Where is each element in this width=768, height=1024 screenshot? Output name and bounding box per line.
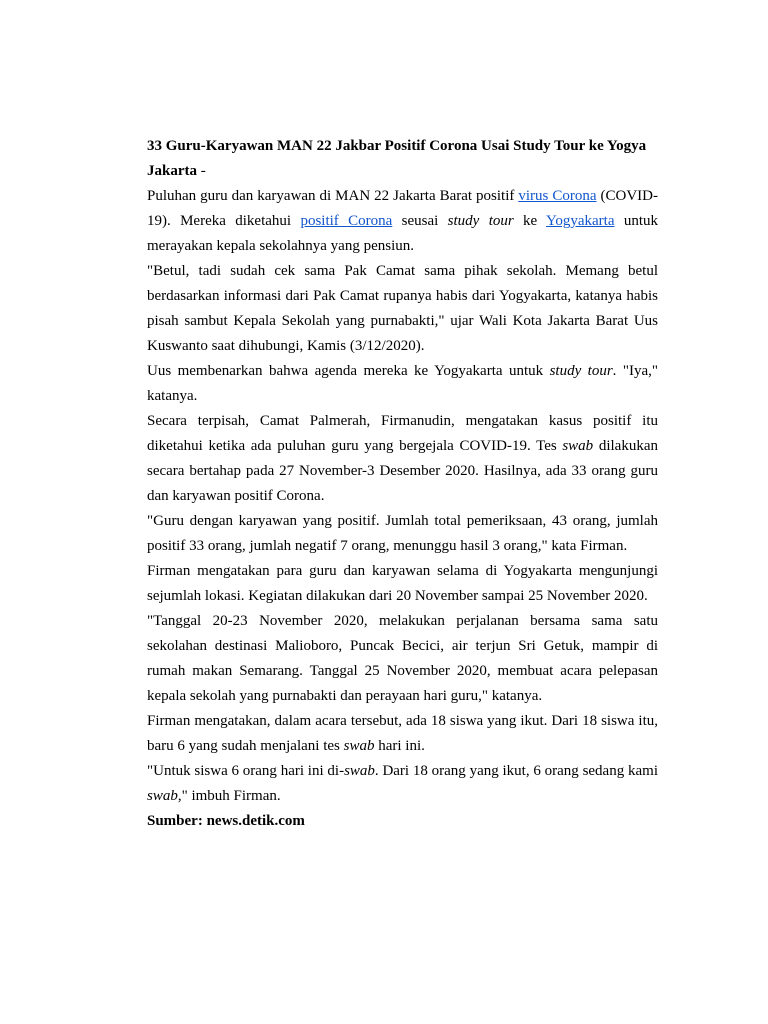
paragraph-3-text-2: . "Iya," katanya.: [147, 363, 659, 404]
paragraph-1-text-1: Puluhan guru dan karyawan di MAN 22 Jakarta Barat positif: [147, 188, 519, 204]
link-virus-corona[interactable]: virus Corona: [518, 188, 597, 204]
paragraph-9-text-2: . Dari 18 orang yang ikut, 6 orang sedang kami: [374, 763, 658, 779]
paragraph-1-text-2: (COVID-19). Mereka diketahui: [147, 188, 658, 229]
paragraph-4-text-2: dilakukan secara bertahap pada 27 November-3 Desember 2020. Hasilnya, ada 33 orang guru dan karyawan positif Corona.: [147, 438, 658, 504]
paragraph-8-text-2: hari ini.: [374, 738, 425, 754]
article-title: 33 Guru-Karyawan MAN 22 Jakbar Positif Corona Usai Study Tour ke Yogya: [147, 138, 647, 154]
paragraph-1-emphasis: study tour: [447, 213, 514, 229]
paragraph-7: "Tanggal 20-23 November 2020, melakukan perjalanan bersama sama satu sekolahan destinasi Malioboro, Puncak Becici, air terjun Sri Getuk, mampir di rumah makan Semarang. Tanggal 25 November 2020, membuat acara pelepasan kepala sekolah yang purnabakti dan perayaan hari guru," katanya.: [147, 613, 658, 704]
paragraph-4-text-1: Secara terpisah, Camat Palmerah, Firmanudin, mengatakan kasus positif itu diketahui ketika ada puluhan guru yang bergejala COVID-19. Tes: [147, 413, 658, 454]
paragraph-3-text-1: Uus membenarkan bahwa agenda mereka ke Yogyakarta untuk: [147, 363, 550, 379]
paragraph-1-text-4: ke: [513, 213, 547, 229]
paragraph-1: [147, 184, 658, 259]
dateline-city: Jakarta: [147, 163, 197, 179]
link-yogyakarta[interactable]: Yogyakarta: [546, 213, 615, 229]
paragraph-8: [147, 709, 658, 759]
paragraph-5: "Guru dengan karyawan yang positif. Jumlah total pemeriksaan, 43 orang, jumlah positif 33 orang, jumlah negatif 7 orang, menunggu hasil 3 orang," kata Firman.: [147, 513, 658, 554]
link-positif-corona[interactable]: positif Corona: [300, 213, 393, 229]
paragraph-8-emphasis: swab: [343, 738, 375, 754]
paragraph-1-text-3: seusai: [392, 213, 448, 229]
paragraph-9-text-1: "Untuk siswa 6 orang hari ini di-: [147, 763, 345, 779]
document-page: [147, 134, 658, 834]
paragraph-3-emphasis: study tour: [549, 363, 613, 379]
paragraph-8-text-1: Firman mengatakan, dalam acara tersebut, ada 18 siswa yang ikut. Dari 18 siswa itu, baru 6 yang sudah menjalani tes: [147, 713, 658, 754]
paragraph-6: Firman mengatakan para guru dan karyawan selama di Yogyakarta mengunjungi sejumlah lokasi. Kegiatan dilakukan dari 20 November sampai 25 November 2020.: [147, 563, 658, 604]
paragraph-9-text-3: ," imbuh Firman.: [177, 788, 281, 804]
dateline-separator: -: [197, 163, 206, 179]
paragraph-9-emphasis-2: swab: [147, 788, 178, 804]
article-source: Sumber: news.detik.com: [147, 813, 305, 829]
paragraph-9-emphasis-1: swab: [344, 763, 375, 779]
paragraph-1-text-5: untuk merayakan kepala sekolahnya yang pensiun.: [147, 213, 659, 254]
paragraph-4-emphasis: swab: [562, 438, 594, 454]
paragraph-9: [147, 759, 658, 809]
article-dateline: [147, 159, 658, 184]
paragraph-2: "Betul, tadi sudah cek sama Pak Camat sama pihak sekolah. Memang betul berdasarkan informasi dari Pak Camat rupanya habis dari Yogyakarta, katanya habis pisah sambut Kepala Sekolah yang purnabakti," ujar Wali Kota Jakarta Barat Uus Kuswanto saat dihubungi, Kamis (3/12/2020).: [147, 263, 658, 354]
paragraph-3: [147, 359, 658, 409]
paragraph-4: [147, 409, 658, 509]
